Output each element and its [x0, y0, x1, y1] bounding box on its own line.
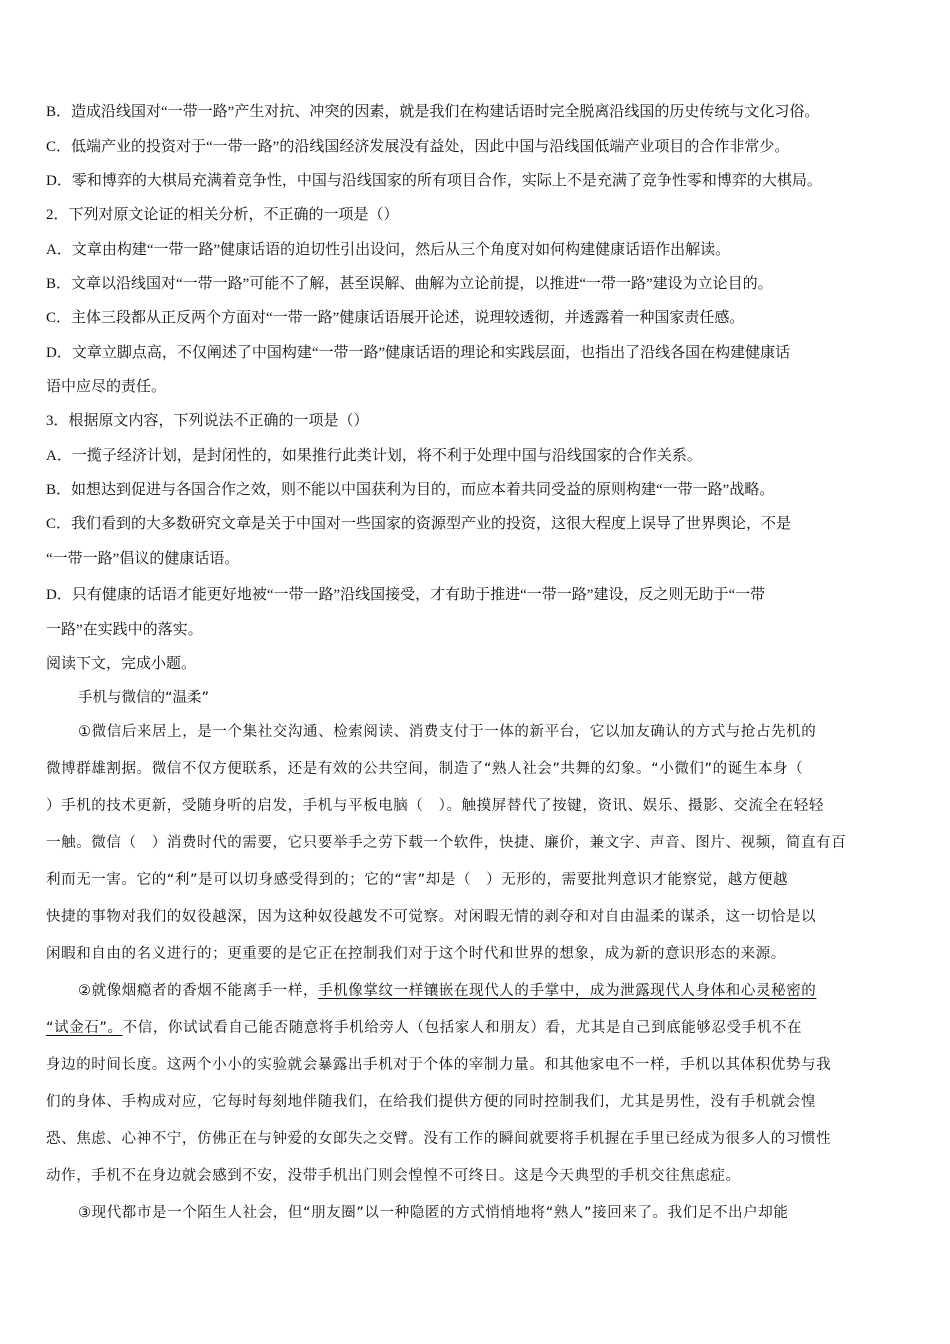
passage-p2-line: 身边的时间长度。这两个小小的实验就会暴露出手机对于个体的宰制力量。和其他家电不一样，手机以其体积优势与我	[46, 1057, 832, 1073]
q3-option-a: A．一揽子经济计划，是封闭性的，如果推行此类计划，将不利于处理中国与沿线国家的合作关系。	[46, 448, 702, 464]
passage-p1-line: 利而无一害。它的“利”是可以切身感受得到的；它的“害”却是（ ）无形的，需要批判意识才能察觉，越方便越	[46, 872, 789, 888]
passage-underlined-sentence: 手机像掌纹一样镶嵌在现代人的手掌中，成为泄露现代人身体和心灵秘密的	[318, 983, 817, 999]
passage-p1-line: 一触。微信（ ）消费时代的需要，它只要举手之劳下载一个软件，快捷、廉价，兼文字、声音、图片、视频，简直有百	[46, 835, 847, 851]
passage-p2-line: 们的身体、手构成对应，它每时每刻地伴随我们，在给我们提供方便的同时控制我们，尤其是男性，没有手机就会惶	[46, 1094, 817, 1110]
q3-option-d-line2: 一路”在实践中的落实。	[46, 622, 203, 638]
q3-option-c-line1: C．我们看到的大多数研究文章是关于中国对一些国家的资源型产业的投资，这很大程度上误导了世界舆论，不是	[46, 516, 792, 532]
passage-p1-line: ）手机的技术更新，受随身听的启发，手机与平板电脑（ ）。触摸屏替代了按键，资讯、娱乐、摄影、交流全在轻轻	[46, 798, 824, 814]
q1-option-c: C．低端产业的投资对于“一带一路”的沿线国经济发展没有益处，因此中国与沿线国低端产业项目的合作非常少。	[46, 139, 790, 155]
q3-stem: 3．根据原文内容，下列说法不正确的一项是（）	[46, 413, 369, 429]
passage-p1-line: ①微信后来居上，是一个集社交沟通、检索阅读、消费支付于一体的新平台，它以加友确认的方式与抢占先机的	[78, 724, 817, 740]
q3-option-d-line1: D．只有健康的话语才能更好地被“一带一路”沿线国接受，才有助于推进“一带一路”建设，反之则无助于“一带	[46, 587, 766, 603]
q2-option-a: A．文章由构建“一带一路”健康话语的迫切性引出设问，然后从三个角度对如何构建健康话语作出解读。	[46, 242, 731, 258]
q2-stem: 2．下列对原文论证的相关分析，不正确的一项是（）	[46, 207, 399, 223]
passage-title: 手机与微信的“温柔”	[78, 690, 210, 706]
reading-intro: 阅读下文，完成小题。	[46, 656, 197, 672]
passage-p2-line: 恐、焦虑、心神不宁，仿佛正在与钟爱的女郎失之交臂。没有工作的瞬间就要将手机握在手里已经成为很多人的习惯性	[46, 1131, 832, 1147]
q1-option-d: D．零和博弈的大棋局充满着竞争性，中国与沿线国家的所有项目合作，实际上不是充满了竞争性零和博弈的大棋局。	[46, 173, 822, 189]
passage-p2-line1	[78, 981, 906, 1001]
q3-option-c-line2: “一带一路”倡议的健康话语。	[46, 551, 240, 567]
passage-underlined-sentence-end: “试金石”。	[46, 1020, 123, 1036]
passage-p1-line: 快捷的事物对我们的奴役越深，因为这种奴役越发不可觉察。对闲暇无情的剥夺和对自由温柔的谋杀，这一切恰是以	[46, 909, 817, 925]
passage-p3-line1: ③现代都市是一个陌生人社会，但“朋友圈”以一种隐匿的方式悄悄地将“熟人”接回来了。我们足不出户却能	[78, 1205, 789, 1221]
passage-p2-after: 不信，你试试看自己能否随意将手机给旁人（包括家人和朋友）看，尤其是自己到底能够忍受手机不在	[122, 1020, 803, 1036]
passage-p1-line: 闲暇和自由的名义进行的；更重要的是它正在控制我们对于这个时代和世界的想象，成为新的意识形态的来源。	[46, 946, 786, 962]
passage-p2-line: 动作，手机不在身边就会感到不安，没带手机出门则会惶惶不可终日。这是今天典型的手机交往焦虑症。	[46, 1168, 741, 1184]
passage-p2-line2	[46, 1018, 906, 1038]
passage-p1-line: 微博群雄割据。微信不仅方便联系，还是有效的公共空间，制造了“熟人社会”共舞的幻象。“小微们”的诞生本身（	[46, 761, 804, 777]
q2-option-b: B．文章以沿线国对“一带一路”可能不了解，甚至误解、曲解为立论前提，以推进“一带一路”建设为立论目的。	[46, 276, 773, 292]
q2-option-d-line1: D．文章立脚点高，不仅阐述了中国构建“一带一路”健康话语的理论和实践层面，也指出了沿线各国在构建健康话	[46, 345, 791, 361]
q2-option-d-line2: 语中应尽的责任。	[46, 379, 167, 395]
q1-option-b: B．造成沿线国对“一带一路”产生对抗、冲突的因素，就是我们在构建话语时完全脱离沿线国的历史传统与文化习俗。	[46, 104, 820, 120]
passage-p2-start: ②就像烟瘾者的香烟不能离手一样，	[78, 983, 319, 999]
q3-option-b: B．如想达到促进与各国合作之效，则不能以中国获利为目的，而应本着共同受益的原则构建“一带一路”战略。	[46, 482, 775, 498]
q2-option-c: C．主体三段都从正反两个方面对“一带一路”健康话语展开论述，说理较透彻，并透露着一种国家责任感。	[46, 310, 745, 326]
